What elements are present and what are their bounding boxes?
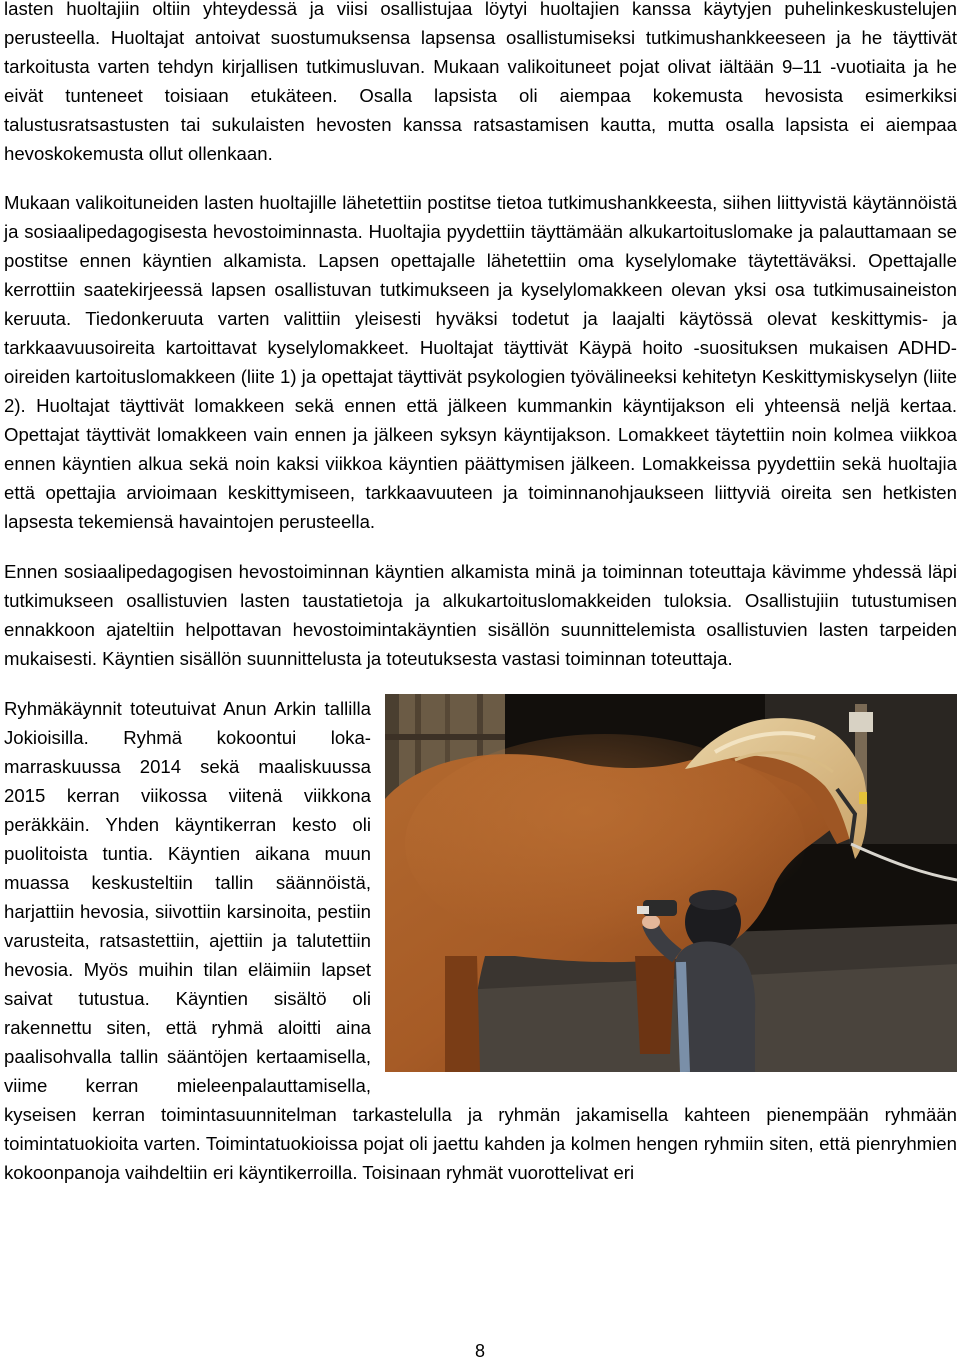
paragraph-spacer <box>4 168 957 188</box>
paragraph-spacer <box>4 673 957 694</box>
paragraph-3: Ennen sosiaalipedagogisen hevostoiminnan käyntien alkamista minä ja toiminnan toteuttaja kävimme yhdessä läpi tutkimukseen osallistuvien lasten taustatietoja ja alkukartoituslomakkeiden tuloksia. Osallistujiin tutustumisen ennakkoon ajateltiin helpottavan hevostoimintakäyntien sisällön suunnittelemista osallistuvien lasten tarpeiden mukaisesti. Käyntien sisällön suunnittelusta ja toteutuksesta vastasi toiminnan toteuttaja. <box>4 561 957 669</box>
paragraph-spacer <box>4 536 957 557</box>
page-number: 8 <box>474 1341 485 1361</box>
paragraph-2: Mukaan valikoituneiden lasten huoltajille lähetettiin postitse tietoa tutkimushankkeesta, siihen liittyvistä käytännöistä ja sosiaalipedagogisesta hevostoiminnasta. Huoltajia pyydettiin täyttämään alkukartoituslomake ja palauttamaan se postitse ennen käyntien alkamista. Lapsen opettajalle lähetettiin oma kyselylomake täytettäväksi. Opettajalle kerrottiin saatekirjeessä lapsen osallistuvan tutkimukseen ja kyselylomakkeen olevan yksi osa tutkimusaineiston keruuta. Tiedonkeruuta varten valittiin yleisesti hyväksi todetut ja laajalti käytössä olevat keskittymis- ja tarkkaavuusoireita kartoittavat kyselylomakkeet. Huoltajat täyttivät Käypä hoito -suosituksen mukaisen ADHD-oireiden kartoituslomakkeen (liite 1) ja opettajat täyttivät psykologien työvälineeksi kehitetyn Keskittymiskyselyn (liite 2). Huoltajat täyttivät lomakkeen sekä ennen että jälkeen kummankin käyntijakson eli yhteensä neljä kertaa. Opettajat täyttivät lomakkeen vain ennen ja jälkeen syksyn käyntijakson. Lomakkeet täytettiin noin kolmea viikkoa ennen käyntien alkua sekä noin kaksi viikkoa käyntien päättymisen jälkeen. Lomakkeissa pyydettiin sekä huoltajia että opettajia arvioimaan keskittymiseen, tarkkaavuuteen ja toiminnanohjaukseen liittyviä oireita sen hetkisten lapsesta tekemiensä havaintojen perusteella. <box>4 192 957 532</box>
horse-photo <box>385 694 957 1072</box>
paragraph-4: Ryhmäkäynnit toteutuivat Anun Arkin tallilla Jokioisilla. Ryhmä kokoontui loka-marraskuussa 2014 sekä maaliskuussa 2015 kerran viikossa viitenä viikkona peräkkäin. Yhden käyntikerran kesto oli puolitoista tuntia. Käyntien aikana muun muassa keskusteltiin tallin säännöistä, harjattiin hevosia, siivottiin karsinoita, pestiin varusteita, ratsastettiin, ajettiin ja talutettiin hevosia. Myös muihin tilan eläimiin lapset saivat tutustua. Käyntien sisältö oli rakennettu siten, että ryhmä aloitti aina paalisohvalla tallin sääntöjen kertaamisella, viime kerran mieleenpalauttamisella, kyseisen kerran toimintasuunnitelman tarkastelulla ja ryhmän jakamisella kahteen pienempään ryhmään toimintatuokioita varten. Toimintatuokioissa pojat oli jaettu kahden ja kolmen hengen ryhmiin siten, että pienryhmien kokoonpanoja vaihdeltiin eri käyntikerroilla. Toisinaan ryhmät vuorottelivat eri <box>4 698 957 1183</box>
document-page <box>4 0 957 1187</box>
paragraph-1: lasten huoltajiin oltiin yhteydessä ja viisi osallistujaa löytyi huoltajien kanssa käytyjen puhelinkeskustelujen perusteella. Huoltajat antoivat suostumuksensa lapsensa osallistumiseksi tutkimushankkeeseen ja he täyttivät tarkoitusta varten tehdyn kirjallisen tutkimusluvan. Mukaan valikoituneet pojat olivat iältään 9–11 -vuotiaita ja he eivät tunteneet toisiaan etukäteen. Osalla lapsista oli aiempaa kokemusta hevosista esimerkiksi talustusratsastusten tai sukulaisten hevosten kanssa ratsastamisen kautta, mutta osalla lapsista ei aiempaa hevoskokemusta ollut ollenkaan. <box>4 0 957 164</box>
